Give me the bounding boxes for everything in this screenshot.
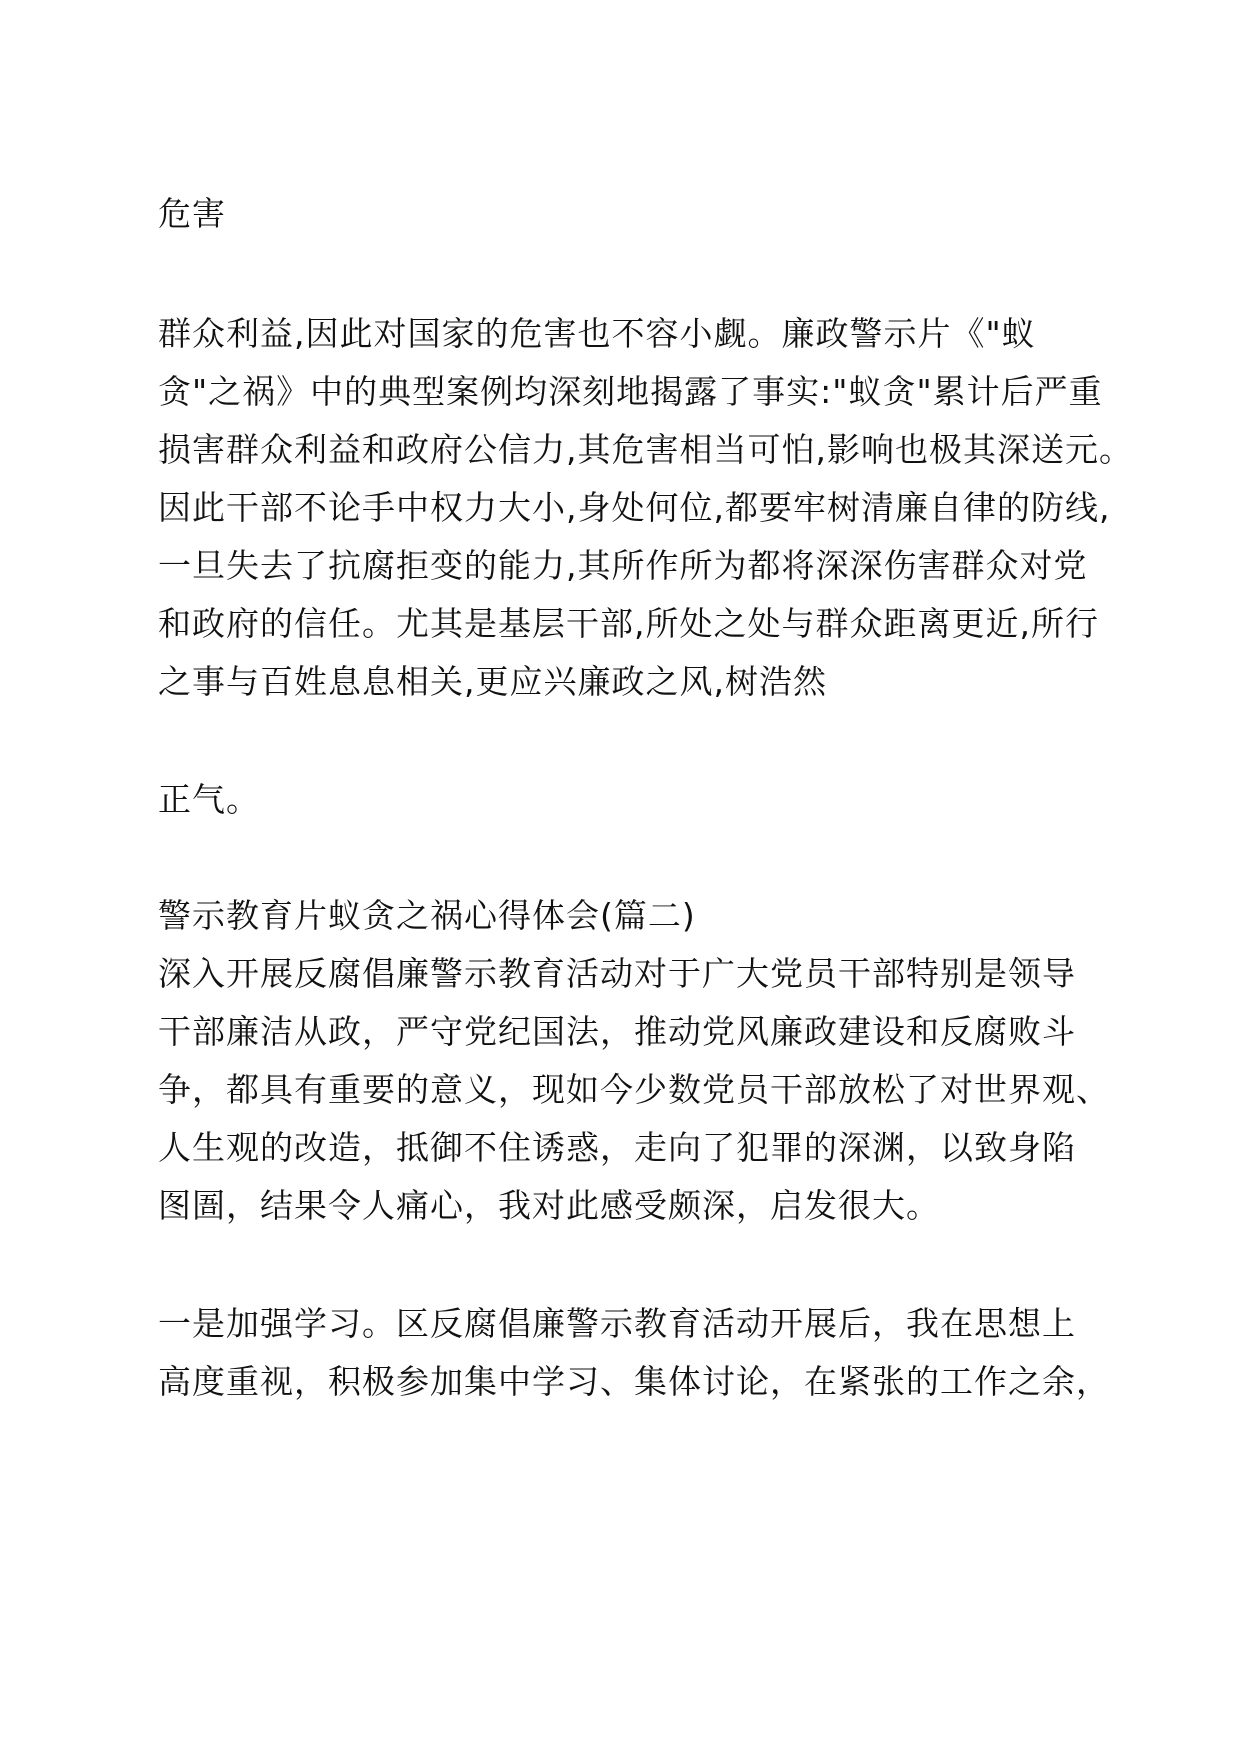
text-line: 人生观的改造，抵御不住诱惑，走向了犯罪的深渊，以致身陷 [158, 1128, 1076, 1167]
text-line: 群众利益,因此对国家的危害也不容小觑。廉政警示片《"蚁 [158, 314, 1036, 353]
text-line: 深入开展反腐倡廉警示教育活动对于广大党员干部特别是领导 [158, 954, 1076, 993]
text-line: 一是加强学习。区反腐倡廉警示教育活动开展后，我在思想上 [158, 1304, 1076, 1343]
text-line: 和政府的信任。尤其是基层干部,所处之处与群众距离更近,所行 [158, 604, 1099, 643]
text-line: 贪"之祸》中的典型案例均深刻地揭露了事实:"蚁贪"累计后严重 [158, 372, 1103, 411]
text-line: 之事与百姓息息相关,更应兴廉政之风,树浩然 [158, 662, 827, 701]
text-line: 损害群众利益和政府公信力,其危害相当可怕,影响也极其深送元。 [158, 430, 1133, 469]
text-line: 一旦失去了抗腐拒变的能力,其所作所为都将深深伤害群众对党 [158, 546, 1088, 585]
text-line: 图圄，结果令人痛心，我对此感受颇深，启发很大。 [158, 1186, 940, 1225]
text-line: 干部廉洁从政，严守党纪国法，推动党风廉政建设和反腐败斗 [158, 1012, 1076, 1051]
text-line: 因此干部不论手中权力大小,身处何位,都要牢树清廉自律的防线, [158, 488, 1111, 527]
text-line: 正气。 [158, 780, 260, 819]
text-line: 争，都具有重要的意义，现如今少数党员干部放松了对世界观、 [158, 1070, 1110, 1109]
text-line-heading-fragment: 危害 [158, 194, 226, 233]
section-heading: 警示教育片蚁贪之祸心得体会(篇二) [158, 896, 696, 935]
text-line: 高度重视，积极参加集中学习、集体讨论，在紧张的工作之余， [158, 1362, 1110, 1401]
